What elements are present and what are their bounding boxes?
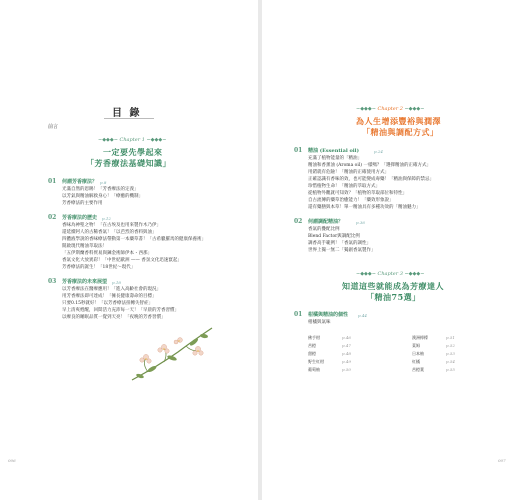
page-number: 007: [498, 458, 506, 463]
toc-entry: Blend Factor與調配比例: [308, 234, 360, 239]
toc-entry: 四體液學說的香味療法帶動第一本藥草書！「古希臘羅馬的健康保養術」: [62, 237, 206, 242]
toc-entry: 香味為神聖之物！「在古埃及也用來製作木乃伊」: [62, 223, 161, 228]
oil-page: p.52: [446, 343, 455, 348]
toc-entry: 調香高手範例！「香氣的調性」: [308, 241, 371, 246]
section-number: 01: [294, 147, 303, 154]
section-page: p.18: [112, 280, 121, 285]
section-title: 精油 (Essential oil): [308, 148, 359, 154]
chapter1-heading-line2: 「芳香療法基礎知識」: [86, 158, 171, 168]
toc-entry: 以芳香療法在醫療應用！「進入高齡社會的現況」: [62, 287, 161, 292]
toc-entry: 正確認識有香味的效，也可能變成毒藥！「精油與保障的禁忌」: [308, 177, 434, 182]
chapter3-heading-line1: 知道這些就能成為芳療達人: [342, 281, 444, 291]
chapter3-heading-line2: 「精油75選」: [366, 292, 421, 302]
left-page: [0, 0, 258, 500]
oil-page: p.49: [342, 359, 351, 364]
oil-name: 苦橙葉: [412, 367, 424, 372]
section-page: p.24: [374, 149, 383, 154]
toc-entry: 精油和香薰油 (Aroma oil) 一樣嗎？「選擇精油的正確方式」: [308, 163, 431, 168]
toc-entry: 充滿了植物能量的「精油」: [308, 156, 362, 161]
section-page: p.44: [358, 313, 367, 318]
subhead: 柑橘與氣味: [308, 320, 331, 325]
toc-entry: 從植物外觀就可知效？「植物的萃取部位和特性」: [308, 191, 407, 196]
oil-page: p.53: [446, 351, 455, 356]
toc-entry: 自古流傳的藥草治癒能力！「藥效形象說」: [308, 198, 394, 203]
oil-name: 甜橙: [308, 351, 316, 356]
section-title: 何謂調配精油？: [308, 219, 344, 225]
section-page: p.12: [102, 216, 111, 221]
oil-page: p.46: [342, 335, 351, 340]
oil-page: p.47: [342, 343, 351, 348]
section-title: 芳香療法的歷史: [62, 215, 98, 221]
oil-page: p.55: [446, 367, 455, 372]
oil-name: 日本柚: [412, 351, 424, 356]
chapter2-heading-line2: 「精油與調配方式」: [362, 127, 439, 137]
chapter1-label: Chapter 1: [119, 137, 145, 143]
flower-branch-illustration: [128, 322, 216, 384]
toc-entry: 芳香療法的主要作用: [62, 201, 103, 206]
toc-entry: 用芳香療法即可達成！「擁長健康壽命的目標」: [62, 294, 157, 299]
oil-page: p.54: [446, 359, 455, 364]
section-page: p.36: [356, 220, 365, 225]
toc-entry: 開啟現代精油萃取法！: [62, 244, 107, 249]
chapter2-label: Chapter 2: [377, 106, 403, 112]
oil-name: 佛手柑: [308, 335, 320, 340]
section-title: 何謂芳香療法？: [62, 179, 98, 185]
page-number: 006: [8, 458, 16, 463]
oil-name: 萊姆: [412, 343, 420, 348]
section-number: 01: [48, 178, 57, 185]
toc-entry: 珍惜植物生命！「精油的萃取方式」: [308, 184, 380, 189]
preface: 前言: [48, 124, 59, 130]
oil-name: 野生紅柑: [308, 359, 324, 364]
section-page: p.8: [100, 180, 107, 185]
toc-entry: 用錯就有危險！「精油的正確使用方式」: [308, 170, 389, 175]
section-number: 01: [294, 311, 303, 318]
chapter1-ornament: ~◆◆◆~ Chapter 1 ~◆◆◆~: [98, 137, 167, 143]
section-title: 芳香療法的未來展望: [62, 279, 108, 285]
chapter1-heading-line1: 一定要先學起來: [103, 147, 163, 157]
toc-entry: 香氣的疊配比例: [308, 227, 340, 232]
chapter3-label: Chapter 3: [377, 271, 403, 277]
toc-entry: 還延續阿人的古稀香氣！「以芭烈的香料與油」: [62, 230, 157, 235]
oil-page: p.50: [342, 367, 351, 372]
chapter2-heading-line1: 為人生增添豐裕與潤澤: [356, 116, 441, 126]
toc-entry: 以療良的睡眠品質一覺到天亮！「夜晚的芳香習慣」: [62, 315, 166, 320]
toc-entry: 還有藥膳與本草！單一精油具有多種功效的「精油魅力」: [308, 205, 421, 210]
oil-name: 葡萄柚: [308, 367, 320, 372]
oil-page: p.51: [446, 335, 455, 340]
oil-page: p.48: [342, 351, 351, 356]
oil-name: 澳洲檸檬: [412, 335, 428, 340]
toc-entry: 以芳氣與精油解救身心！「療癒的機制」: [62, 194, 143, 199]
chapter2-ornament: ~◆◆◆~ Chapter 2 ~◆◆◆~: [356, 106, 425, 112]
section-number: 02: [294, 218, 303, 225]
toc-entry: 光滿自然的恩賜！「芳香療法的定義」: [62, 187, 139, 192]
toc-entry: 早上清爽甦醒，回間活力充沛每一天！「早晨的芳香習慣」: [62, 308, 179, 313]
title-divider: [104, 118, 154, 119]
toc-entry: 只要0.15秒就好！「以芳香療法扭轉失智症」: [62, 301, 154, 306]
toc-entry: 香氣文化大放異彩！「中世紀歐洲 —— 香氛文化迅速竄起」: [62, 258, 182, 263]
toc-entry: 「五伊斯蘭香料貿易與鍊金術師伊本・西那」: [62, 251, 152, 256]
toc-title: 目 錄: [112, 108, 142, 119]
right-page: [262, 0, 520, 500]
oil-name: 苦橙: [308, 343, 316, 348]
section-number: 02: [48, 214, 57, 221]
toc-entry: 芳香療法的誕生！「18世紀〜現代」: [62, 265, 136, 270]
section-title: 柑橘與精油的個性: [308, 312, 349, 318]
oil-name: 紅橘: [412, 359, 420, 364]
chapter3-ornament: ~◆◆◆~ Chapter 3 ~◆◆◆~: [356, 271, 425, 277]
toc-entry: 世界上獨一無二「獨創香氣製作」: [308, 248, 376, 253]
section-number: 03: [48, 278, 57, 285]
